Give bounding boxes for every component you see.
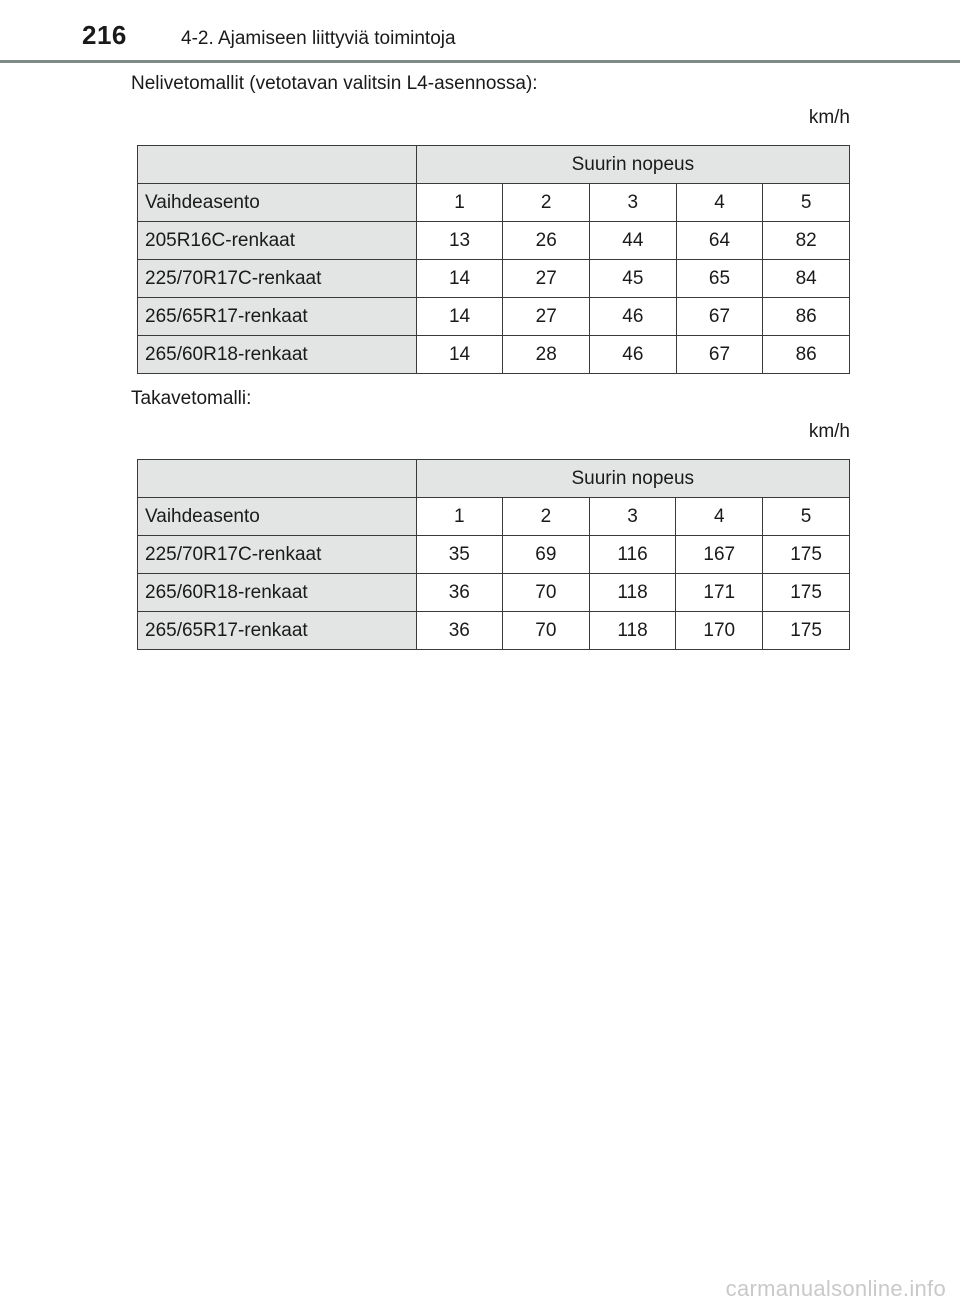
max-speed-header: Suurin nopeus: [416, 460, 849, 498]
four-wd-unit: km/h: [808, 107, 850, 128]
speed-cell: 46: [590, 336, 677, 374]
speed-cell: 67: [676, 298, 763, 336]
gear-cell: 4: [676, 184, 763, 222]
watermark: carmanualsonline.info: [725, 1276, 946, 1301]
table-row: [138, 574, 850, 612]
gear-cell: 2: [503, 498, 590, 536]
table-row: [138, 222, 850, 260]
gear-cell: 1: [416, 184, 503, 222]
gear-row: [138, 184, 850, 222]
gear-cell: 5: [763, 184, 850, 222]
tire-label: 205R16C-renkaat: [138, 222, 417, 260]
page-header: [0, 0, 960, 62]
speed-cell: 175: [763, 536, 850, 574]
table-row: [138, 260, 850, 298]
speed-cell: 28: [503, 336, 590, 374]
speed-cell: 86: [763, 298, 850, 336]
speed-cell: 70: [503, 574, 590, 612]
speed-cell: 13: [416, 222, 503, 260]
four-wd-speed-table: [137, 145, 850, 374]
gear-cell: 5: [763, 498, 850, 536]
speed-cell: 67: [676, 336, 763, 374]
tire-label: 225/70R17C-renkaat: [138, 536, 417, 574]
speed-cell: 84: [763, 260, 850, 298]
table-row: [138, 298, 850, 336]
rear-wd-speed-table: [137, 459, 850, 650]
gear-cell: 3: [589, 498, 676, 536]
speed-cell: 170: [676, 612, 763, 650]
header-rule: [0, 60, 960, 63]
speed-cell: 14: [416, 298, 503, 336]
tire-label: 265/65R17-renkaat: [138, 612, 417, 650]
speed-cell: 36: [416, 612, 503, 650]
gear-label: Vaihdeasento: [138, 498, 417, 536]
speed-cell: 27: [503, 298, 590, 336]
table-row: [138, 336, 850, 374]
gear-cell: 4: [676, 498, 763, 536]
speed-cell: 46: [590, 298, 677, 336]
table-header-row: [138, 146, 850, 184]
gear-cell: 3: [590, 184, 677, 222]
speed-cell: 14: [416, 336, 503, 374]
tire-label: 225/70R17C-renkaat: [138, 260, 417, 298]
table-row: [138, 612, 850, 650]
speed-cell: 35: [416, 536, 503, 574]
tire-label: 265/60R18-renkaat: [138, 574, 417, 612]
table-header-row: [138, 460, 850, 498]
header-empty-cell: [138, 146, 417, 184]
gear-label: Vaihdeasento: [138, 184, 417, 222]
speed-cell: 65: [676, 260, 763, 298]
speed-cell: 26: [503, 222, 590, 260]
rear-wd-unit: km/h: [808, 421, 850, 442]
gear-row: [138, 498, 850, 536]
speed-cell: 175: [763, 574, 850, 612]
speed-cell: 167: [676, 536, 763, 574]
speed-cell: 118: [589, 612, 676, 650]
gear-cell: 2: [503, 184, 590, 222]
section-title: 4-2. Ajamiseen liittyviä toimintoja: [181, 28, 456, 49]
speed-cell: 171: [676, 574, 763, 612]
max-speed-header: Suurin nopeus: [416, 146, 849, 184]
page-number: 216: [82, 20, 127, 50]
speed-cell: 27: [503, 260, 590, 298]
speed-cell: 36: [416, 574, 503, 612]
speed-cell: 44: [590, 222, 677, 260]
speed-cell: 118: [589, 574, 676, 612]
gear-cell: 1: [416, 498, 503, 536]
rear-wd-intro: Takavetomalli:: [131, 388, 252, 409]
header-empty-cell: [138, 460, 417, 498]
four-wd-intro: Nelivetomallit (vetotavan valitsin L4-asennossa):: [131, 73, 538, 94]
speed-cell: 175: [763, 612, 850, 650]
speed-cell: 86: [763, 336, 850, 374]
tire-label: 265/65R17-renkaat: [138, 298, 417, 336]
speed-cell: 64: [676, 222, 763, 260]
speed-cell: 69: [503, 536, 590, 574]
speed-cell: 70: [503, 612, 590, 650]
speed-cell: 45: [590, 260, 677, 298]
tire-label: 265/60R18-renkaat: [138, 336, 417, 374]
speed-cell: 116: [589, 536, 676, 574]
speed-cell: 14: [416, 260, 503, 298]
speed-cell: 82: [763, 222, 850, 260]
table-row: [138, 536, 850, 574]
